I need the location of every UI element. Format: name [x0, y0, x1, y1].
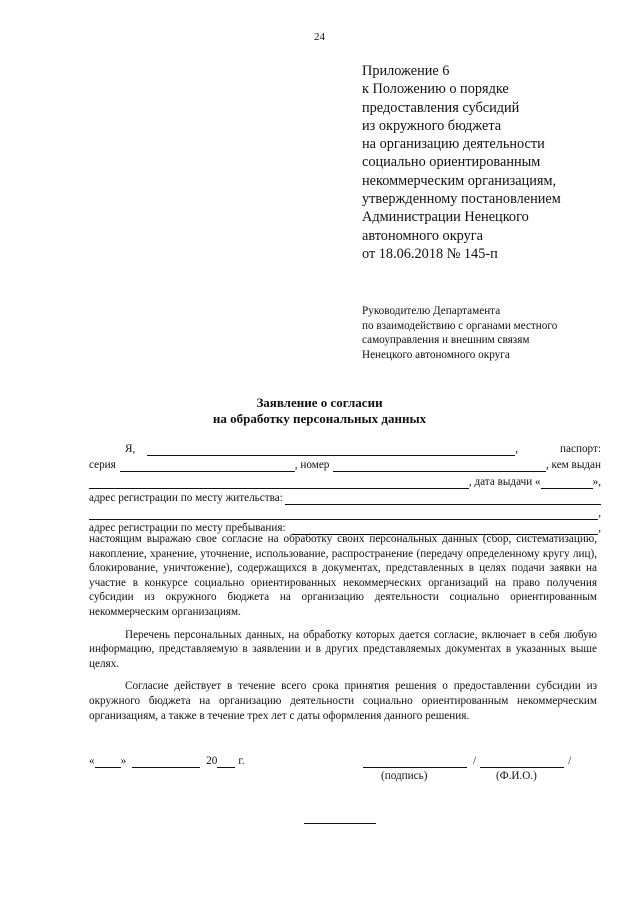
passport-number-field[interactable]	[333, 461, 546, 472]
day-field[interactable]	[95, 757, 121, 768]
signature-slash: /	[473, 755, 477, 767]
passport-label: паспорт:	[560, 443, 601, 455]
appendix-line: от 18.06.2018 № 145-п	[362, 245, 498, 262]
ya-label: Я,	[125, 443, 136, 455]
addressee-line: Ненецкого автономного округа	[362, 348, 510, 361]
appendix-line: Администрации Ненецкого	[362, 209, 529, 226]
date-line	[89, 754, 259, 768]
addressee-line: самоуправления и внешним связям	[362, 334, 530, 346]
year-field[interactable]	[217, 757, 235, 768]
title-line-2: на обработку персональных данных	[212, 411, 427, 426]
consent-paragraph: настоящим выражаю свое согласие на обработку своих персональных данных (сбор, систематизацию, накопление, хранение, уточнение, использование, распространение (передачу определенному кругу лиц), блокирование, уничтожение), содержащихся в документах, представленных в целях подачи заявки на участие в конкурсе социально ориентированных некоммерческих организаций на право получения субсидии из окружного бюджета на организацию деятельности социально ориентированным некоммерческим организациям.	[89, 533, 597, 618]
footer-divider	[304, 823, 376, 824]
title-line-1: Заявление о согласии	[256, 395, 383, 410]
year-suffix: г.	[238, 755, 245, 767]
stay-label: адрес регистрации по месту пребывания:	[89, 522, 286, 534]
issue-date-field[interactable]	[541, 478, 593, 489]
appendix-line: утвержденному постановлением	[362, 191, 561, 208]
issue-date-label: , дата выдачи «	[468, 476, 541, 488]
validity-paragraph: Согласие действует в течение всего срока принятия решения о предоставлении субсидии из окружного бюджета на организацию деятельности социально ориентированным некоммерческим организациям, а также в течение трех лет с даты оформления данного решения.	[89, 680, 597, 722]
fio-caption: (Ф.И.О.)	[496, 770, 537, 782]
kem-vydan-label: , кем выдан	[545, 459, 601, 471]
addressee-line: Руководителю Департамента	[362, 305, 501, 317]
date-quote-close: »	[120, 755, 127, 767]
consent-body	[89, 532, 597, 723]
comma: ,	[598, 507, 601, 519]
issue-date-close: »,	[592, 476, 601, 488]
appendix-line: некоммерческим организациям,	[362, 172, 557, 189]
passport-series-field[interactable]	[120, 461, 295, 472]
signature-line	[363, 754, 588, 768]
appendix-line: социально ориентированным	[362, 154, 541, 171]
form-line-issued	[89, 475, 601, 489]
addressee-block	[362, 304, 632, 362]
appendix-line: автономного округа	[362, 227, 483, 244]
appendix-line: из окружного бюджета	[362, 117, 502, 134]
form-line-residence	[89, 491, 601, 505]
month-field[interactable]	[132, 757, 200, 768]
year-prefix: 20	[206, 755, 218, 767]
full-name-field[interactable]	[147, 445, 515, 456]
form-line-residence-cont	[89, 506, 601, 520]
seria-label: серия	[89, 459, 116, 471]
document-title	[0, 395, 639, 427]
addressee-line: по взаимодействию с органами местного	[362, 319, 558, 332]
signature-field[interactable]	[363, 757, 467, 768]
date-quote-open: «	[89, 755, 95, 767]
issued-by-field[interactable]	[89, 478, 469, 489]
data-list-paragraph: Перечень персональных данных, на обработку которых дается согласие, включает в себя любую информацию, представляемую в заявлении и в других представляемых документах в указанных выше целях.	[89, 628, 597, 670]
signature-slash: /	[568, 755, 572, 767]
appendix-line: Приложение 6	[362, 63, 450, 79]
residence-address-continued-field[interactable]	[89, 509, 598, 520]
page-number: 24	[314, 31, 325, 43]
residence-address-field[interactable]	[285, 494, 601, 505]
full-name-signature-field[interactable]	[480, 757, 564, 768]
appendix-line: на организацию деятельности	[362, 136, 545, 153]
nomer-label: , номер	[294, 459, 330, 471]
appendix-line: к Положению о порядке	[362, 81, 509, 98]
form-line-passport	[89, 458, 601, 472]
form-line-name	[89, 442, 601, 456]
residence-label: адрес регистрации по месту жительства:	[89, 492, 283, 504]
comma: ,	[515, 443, 519, 455]
signature-caption: (подпись)	[381, 770, 428, 782]
appendix-header	[362, 62, 632, 263]
appendix-line: предоставления субсидий	[362, 99, 520, 116]
comma: ,	[598, 522, 601, 534]
